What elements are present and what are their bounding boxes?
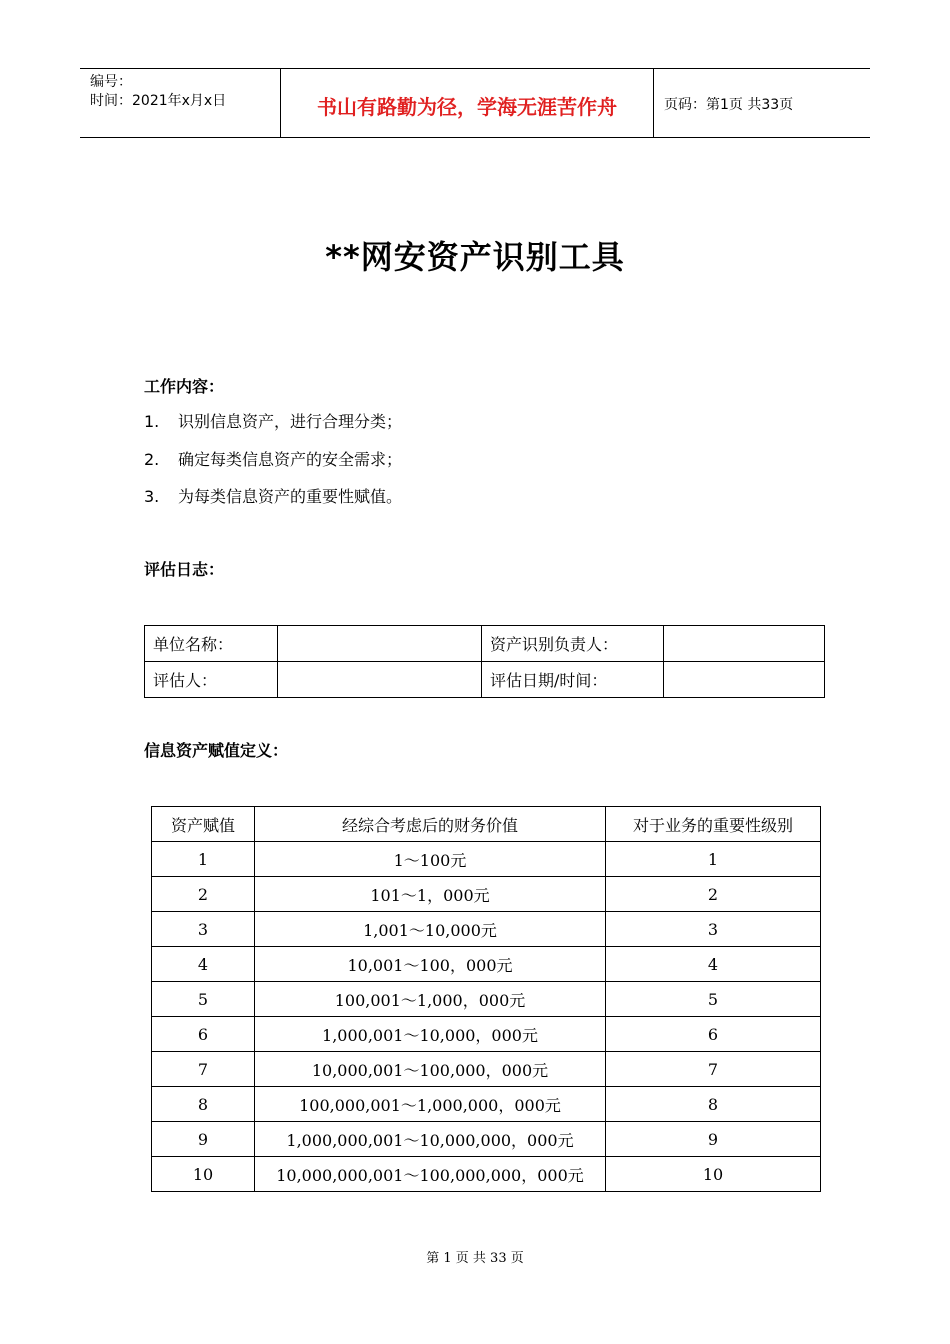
importance-level-cell: 4 [606,947,821,982]
unit-name-label: 单位名称： [145,626,278,662]
table-row [152,1157,821,1192]
header-page-cell [654,69,870,137]
doc-number-label: 编号： [90,74,132,90]
financial-value-cell: 10,000,001～100,000，000元 [255,1052,606,1087]
financial-value-cell: 1,001～10,000元 [255,912,606,947]
financial-value-cell: 1～100元 [255,842,606,877]
importance-level-cell: 1 [606,842,821,877]
work-item [144,409,402,432]
column-header: 对于业务的重要性级别 [606,807,821,842]
table-row [152,1122,821,1157]
work-item-text: 确定每类信息资产的安全需求； [178,450,403,469]
asset-value-cell: 7 [152,1052,255,1087]
importance-level-cell: 6 [606,1017,821,1052]
financial-value-cell: 100,000,001～1,000,000，000元 [255,1087,606,1122]
work-item-text: 识别信息资产，进行合理分类； [178,412,403,431]
financial-value-cell: 100,001～1,000，000元 [255,982,606,1017]
assessment-date-field[interactable] [664,662,825,698]
importance-level-cell: 5 [606,982,821,1017]
work-item-text: 为每类信息资产的重要性赋值。 [178,487,403,506]
asset-value-cell: 3 [152,912,255,947]
unit-name-field[interactable] [278,626,482,662]
financial-value-cell: 1,000,001～10,000，000元 [255,1017,606,1052]
asset-owner-field[interactable] [664,626,825,662]
column-header: 经综合考虑后的财务价值 [255,807,606,842]
asset-owner-label: 资产识别负责人： [482,626,664,662]
asset-value-cell: 2 [152,877,255,912]
assessor-field[interactable] [278,662,482,698]
table-row [145,626,825,662]
work-item [144,447,402,470]
work-item [144,484,402,507]
financial-value-cell: 1,000,000,001～10,000,000，000元 [255,1122,606,1157]
asset-value-cell: 1 [152,842,255,877]
financial-value-cell: 10,000,000,001～100,000,000，000元 [255,1157,606,1192]
importance-level-cell: 2 [606,877,821,912]
page-title: **网安资产识别工具 [325,238,625,276]
assessment-log-table [144,625,825,698]
assessment-date-label: 评估日期/时间： [482,662,664,698]
table-row [152,1052,821,1087]
assessor-label: 评估人： [145,662,278,698]
work-item-number: 3. [144,487,160,506]
asset-value-cell: 4 [152,947,255,982]
financial-value-cell: 101～1，000元 [255,877,606,912]
table-row [152,842,821,877]
asset-value-cell: 9 [152,1122,255,1157]
log-heading: 评估日志： [144,560,225,579]
page-header [80,68,870,138]
table-row [152,947,821,982]
importance-level-cell: 7 [606,1052,821,1087]
table-row [152,1087,821,1122]
asset-value-definition-table [151,806,821,1192]
header-meta-cell [80,69,281,137]
table-header-row [152,807,821,842]
work-item-number: 2. [144,450,160,469]
importance-level-cell: 8 [606,1087,821,1122]
asset-value-cell: 8 [152,1087,255,1122]
importance-level-cell: 3 [606,912,821,947]
importance-level-cell: 10 [606,1157,821,1192]
importance-level-cell: 9 [606,1122,821,1157]
definition-heading: 信息资产赋值定义： [144,741,289,760]
doc-time-label: 时间：2021年x月x日 [90,93,227,109]
asset-value-cell: 10 [152,1157,255,1192]
table-row [152,912,821,947]
work-heading: 工作内容： [144,377,225,396]
asset-value-cell: 5 [152,982,255,1017]
financial-value-cell: 10,001～100，000元 [255,947,606,982]
work-item-number: 1. [144,412,160,431]
table-row [152,1017,821,1052]
header-motto: 书山有路勤为径，学海无涯苦作舟 [317,95,617,119]
table-row [145,662,825,698]
header-page-info: 页码：第1页 共33页 [664,97,794,113]
table-row [152,982,821,1017]
asset-value-cell: 6 [152,1017,255,1052]
page-footer: 第 1 页 共 33 页 [426,1251,524,1266]
header-motto-cell [281,69,654,137]
column-header: 资产赋值 [152,807,255,842]
table-row [152,877,821,912]
